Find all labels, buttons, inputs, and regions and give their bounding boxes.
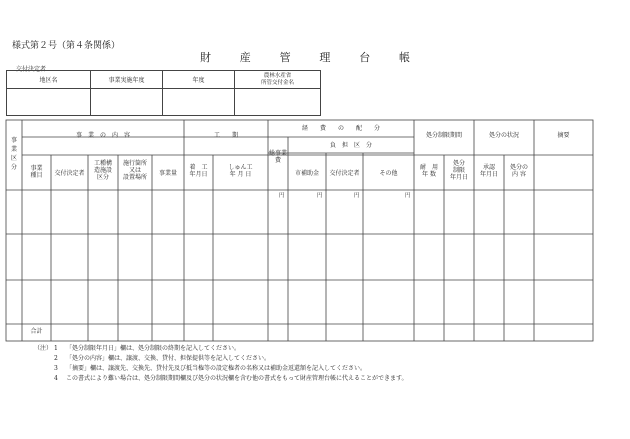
grant-decider-header: 交付決定者 <box>54 170 85 177</box>
cost-allocation-header: 経 費 の 配 分 <box>301 125 380 132</box>
total-cost-text: 総事業費 <box>268 150 287 165</box>
total-row-label: 合計 <box>30 328 43 335</box>
project-amount-header: 事業量 <box>158 170 177 177</box>
note-item <box>34 374 408 384</box>
notes-head: （注） <box>34 345 53 352</box>
business-content-header: 事 業 の 内 容 <box>75 132 130 139</box>
subsidy-header: 市補助金 <box>294 170 319 177</box>
disposal-content-line2: 内 容 <box>512 171 526 179</box>
disposal-content-header <box>504 164 534 178</box>
title-char: 管 <box>279 51 291 64</box>
note-number: 1 <box>54 345 58 352</box>
burden-category-header: 負 担 区 分 <box>329 142 372 149</box>
start-date-header <box>184 164 213 178</box>
location-line3: 設置場所 <box>122 174 147 182</box>
approval-date-line2: 年月日 <box>479 171 498 179</box>
yen-total-cost: 円 <box>279 193 285 199</box>
note-text: この書式により難い場合は、処分制限期間欄及び処分の状況欄を含む他の書式をもって財産管理台帳に代えることができます。 <box>66 375 408 382</box>
district-header: 地区名 <box>7 71 91 89</box>
ministry-line2: 所管交付金名 <box>260 79 294 86</box>
structure-header <box>88 160 118 182</box>
title-char: 理 <box>319 51 331 64</box>
summary-header: 摘要 <box>557 132 570 139</box>
grant-decider-burden-header: 交付決定者 <box>329 170 360 177</box>
title-char: 産 <box>239 51 251 64</box>
title-char: 帳 <box>398 51 410 64</box>
title-char: 台 <box>359 51 371 64</box>
location-line2: 又は <box>128 167 141 175</box>
limit-date-line1: 処分 <box>452 160 465 167</box>
note-item <box>34 364 408 374</box>
note-number: 3 <box>54 365 58 372</box>
yen-grant-decider: 円 <box>354 193 360 199</box>
note-item <box>34 344 408 354</box>
approval-date-header <box>474 164 504 178</box>
start-date-line2: 年月日 <box>189 171 208 179</box>
start-date-line1: 着 工 <box>189 164 208 171</box>
durable-years-line1: 耐 用 <box>419 164 438 171</box>
completion-date-line1: しゅん工 <box>228 164 253 171</box>
note-text: 「処分制限年月日」欄は、処分制限の終期を記入してください。 <box>66 345 241 352</box>
location-line1: 施行箇所 <box>122 160 147 167</box>
location-header <box>118 160 152 182</box>
yen-subsidy: 円 <box>317 193 323 199</box>
durable-years-line2: 年 数 <box>422 171 436 179</box>
other-header: その他 <box>379 170 398 177</box>
approval-date-line1: 承認 <box>482 164 495 171</box>
disposal-status-header: 処分の状況 <box>488 132 519 139</box>
note-number: 2 <box>54 355 58 362</box>
structure-line3: 区分 <box>96 174 109 182</box>
limit-date-header <box>444 160 474 182</box>
form-number: 様式第２号（第４条関係） <box>12 41 121 51</box>
ministry-line1: 農林水産省 <box>263 72 292 79</box>
business-category-header: 事業区分 <box>10 137 17 171</box>
limit-date-line2: 制限 <box>452 167 465 175</box>
completion-date-header <box>213 164 268 178</box>
notes <box>34 344 408 384</box>
disposal-limit-header: 処分制限期間 <box>425 132 462 139</box>
completion-date-line2: 年 月 日 <box>229 171 252 179</box>
durable-years-header <box>414 164 444 178</box>
total-cost-header <box>268 150 288 164</box>
note-item <box>34 354 408 364</box>
note-text: 「摘要」欄は、譲渡先、交換先、貸付先及び抵当権等の設定権者の名称又は補助金返還額を記入してください。 <box>66 365 367 372</box>
year-header: 事業実施年度 <box>91 71 163 89</box>
disposal-content-line1: 処分の <box>509 164 528 171</box>
yen-other: 円 <box>405 193 411 199</box>
project-name-text: 事業種目 <box>30 165 43 180</box>
structure-line2: 造施設 <box>93 167 112 175</box>
limit-date-line3: 年月日 <box>449 174 468 182</box>
structure-line1: 工種構 <box>93 160 112 167</box>
construction-period-header: 工 期 <box>213 132 238 139</box>
note-number: 4 <box>54 375 58 382</box>
fiscal-year-header: 年度 <box>163 71 235 89</box>
issuer-label: 交付決定者 <box>16 66 47 73</box>
title-char: 財 <box>200 51 211 64</box>
note-text: 「処分の内容」欄は、譲渡、交換、貸付、担保提供等を記入してください。 <box>66 355 271 362</box>
project-name-header <box>22 165 51 179</box>
